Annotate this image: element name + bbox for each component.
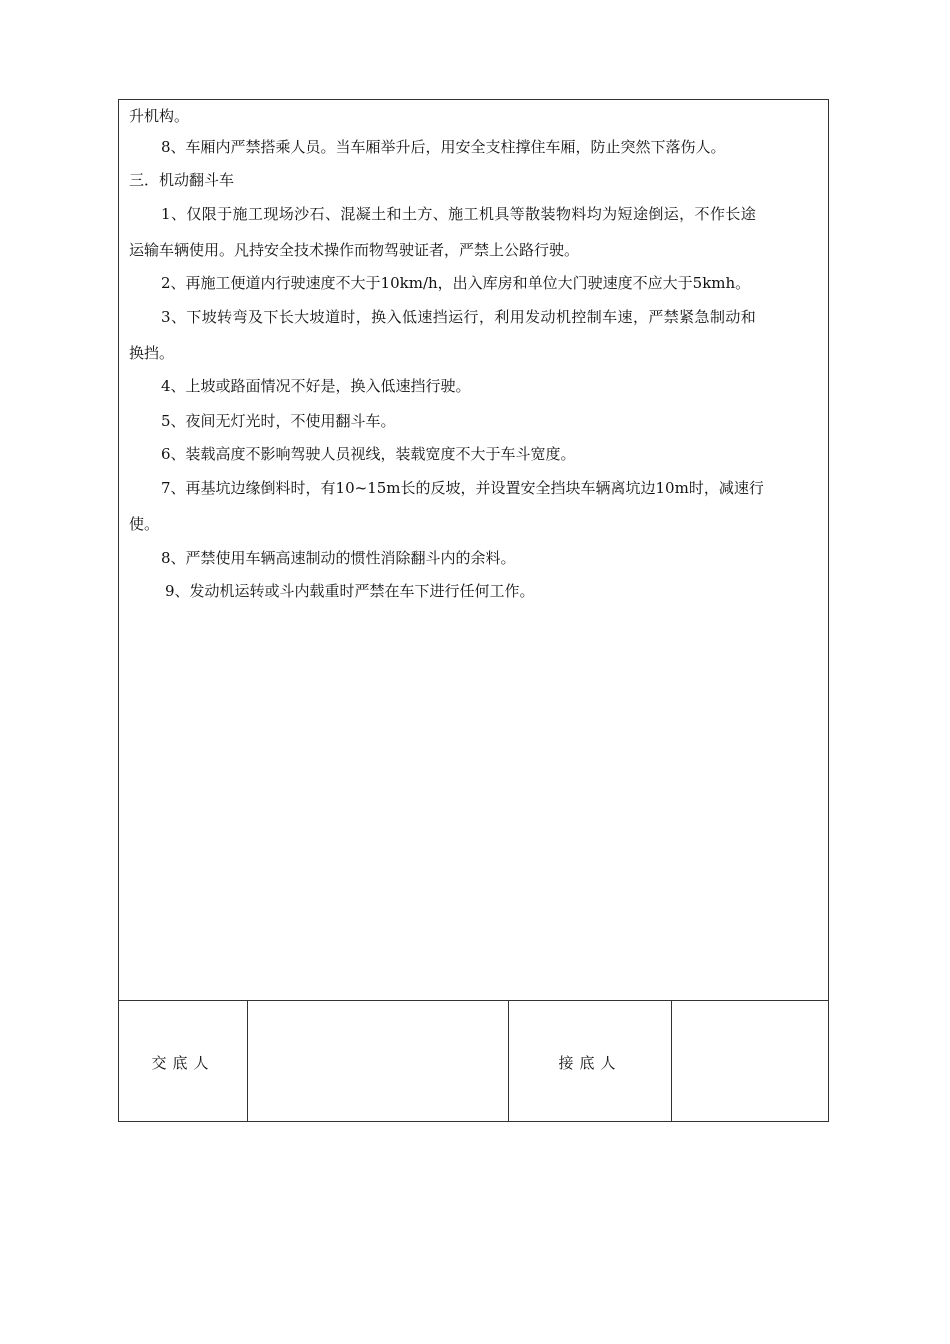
content-cell — [119, 100, 828, 1001]
text-line: 8、车厢内严禁搭乘人员。当车厢举升后，用安全支柱撑住车厢，防止突然下落伤人。 — [161, 138, 726, 156]
text-line: 4、上坡或路面情况不好是，换入低速挡行驶。 — [161, 377, 471, 395]
text-line: 1、仅限于施工现场沙石、混凝土和土方、施工机具等散装物料均为短途倒运，不作长途 — [161, 205, 757, 223]
text-line: 升机构。 — [129, 107, 190, 125]
text-line: 2、再施工便道内行驶速度不大于10km/h，出入库房和单位大门驶速度不应大于5kmh。 — [161, 274, 751, 292]
handover-label: 交底人 — [151, 1054, 215, 1072]
text-line: 使。 — [129, 515, 160, 533]
section-heading: 三．机动翻斗车 — [129, 171, 235, 189]
text-line: 6、装载高度不影响驾驶人员视线，装载宽度不大于车斗宽度。 — [161, 445, 576, 463]
receiver-label-cell — [509, 1001, 672, 1121]
handover-signature-cell[interactable] — [248, 1001, 509, 1121]
receiver-signature-cell[interactable] — [672, 1001, 828, 1121]
text-line: 9、发动机运转或斗内载重时严禁在车下进行任何工作。 — [165, 582, 535, 600]
signature-row — [119, 1001, 828, 1121]
handover-label-cell — [119, 1001, 248, 1121]
text-line: 5、夜间无灯光时，不使用翻斗车。 — [161, 412, 396, 430]
text-line: 8、严禁使用车辆高速制动的惯性消除翻斗内的余料。 — [161, 549, 516, 567]
text-line: 换挡。 — [129, 344, 175, 362]
text-line: 运输车辆使用。凡持安全技术操作而物驾驶证者，严禁上公路行驶。 — [129, 241, 580, 259]
text-line: 3、下坡转弯及下长大坡道时，换入低速挡运行，利用发动机控制车速，严禁紧急制动和 — [161, 308, 757, 326]
receiver-label: 接底人 — [558, 1054, 622, 1072]
text-line: 7、再基坑边缘倒料时，有10~15m长的反坡，并设置安全挡块车辆离坑边10m时，减速行 — [161, 479, 764, 497]
disclosure-table — [118, 99, 829, 1122]
